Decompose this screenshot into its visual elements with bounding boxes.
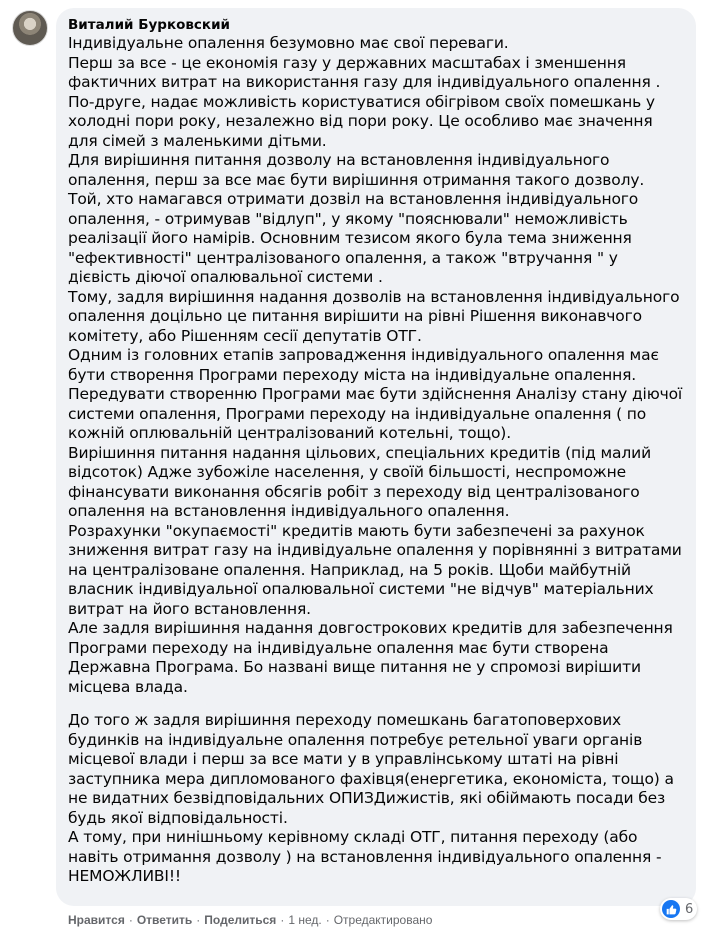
comment-paragraph: Розрахунки "окупаємості" кредитів мають бути забезпечені за рахунок зниження витрат газу на індивідуальне опалення у порівнянні з витратами на централізоване опалення. Наприклад, на 5 років. Щоби майбутній власник індивідуальної опалювальної системи "не відчув" матеріальних витрат на його встановлення.	[68, 521, 682, 618]
separator-dot: ·	[325, 913, 330, 927]
separator-dot: ·	[128, 913, 133, 927]
paragraph-gap	[68, 697, 684, 711]
comment-timestamp[interactable]: 1 нед.	[288, 913, 322, 927]
comment-paragraph: Для вирішиння питання дозволу на встановлення індивідуального опалення, перш за все має бути вирішиння отримання такого дозволу.	[68, 151, 645, 189]
avatar[interactable]	[12, 10, 48, 46]
comment-paragraph: Але задля вирішиння надання довгострокових кредитів для забезпечення Програми переходу на індивідуальне опалення має бути створена Державна Програма. Бо названі вище питання не у спромозі вирішити місцева влада.	[68, 619, 673, 696]
comment-actions	[68, 913, 432, 927]
separator-dot: ·	[196, 913, 201, 927]
comment-paragraph: Перш за все - це економія газу у державних масштабах і зменшення фактичних витрат на використання газу для індивідуального опалення .	[68, 53, 661, 91]
comment-bubble	[56, 8, 696, 906]
like-button[interactable]: Нравится	[68, 913, 125, 927]
comment-paragraph: До того ж задля вирішиння переходу помешкань багатоповерхових будинків на індивідуальне опалення потребує ретельної уваги органів місцевої влади і перш за все мати у в управлінському штаті на рівні заступника мера дипломованого фахівця(енергетика, економіста, тощо) а не видатних безвідповідальних ОПИЗДижистів, які обіймають посади без будь якої відповідальності.	[68, 711, 674, 827]
comment-text	[68, 34, 684, 887]
like-icon	[662, 900, 680, 918]
comment-author[interactable]: Виталий Бурковский	[68, 17, 231, 33]
reply-button[interactable]: Ответить	[136, 913, 193, 927]
share-button[interactable]: Поделиться	[204, 913, 277, 927]
edited-label[interactable]: Отредактировано	[333, 913, 433, 927]
reaction-count: 6	[685, 901, 694, 917]
separator-dot: ·	[280, 913, 285, 927]
comment-paragraph: Одним із головних етапів запровадження індивідуального опалення має бути створення Програми переходу міста на індивідуальне опалення. Передувати створенню Програми має бути здійснення Аналізу стану діючої системи опалення, Програми переходу на індивідуальне опалення ( по кожній оплювальній централізований котельні, тощо).	[68, 346, 683, 442]
comment-paragraph: Тому, задля вирішиння надання дозволів на встановлення індивідуального опалення доцільно це питання вирішити на рівні Рішення виконавчого комітету, або Рішенням сесії депутатів ОТГ.	[68, 287, 680, 345]
comment-paragraph: А тому, при нинішньому керівному складі ОТГ, питання переходу (або навіть отримання дозволу ) на встановлення індивідуального опалення - НЕМОЖЛИВІ!!	[68, 828, 662, 885]
comment-paragraph: Вирішиння питання надання цільових, спеціальних кредитів (під малий відсоток) Адже зубожіле населення, у своїй більшості, неспроможне фінансувати виконання обсягів робіт з переходу від централізованого опалення на встановлення індивідуального опалення.	[68, 443, 652, 520]
reactions-badge[interactable]	[660, 898, 697, 920]
comment-paragraph: Індивідуальне опалення безумовно має свої переваги.	[68, 34, 509, 52]
comment-paragraph: По-друге, надає можливість користуватися обігрівом своїх помешкань у холодні пори року, незалежно від пори року. Це особливо має значення для сімей з маленькими дітьми.	[68, 92, 655, 150]
comment-paragraph: Той, хто намагався отримати дозвіл на встановлення індивідуального опалення, - отримував "відлуп", у якому "пояснювали" неможливість реалізації його намірів. Основним тезисом якого була тема зниження "ефективності" централізованого опалення, а також "втручання " у дієвість діючої опалювальної системи .	[68, 190, 639, 286]
